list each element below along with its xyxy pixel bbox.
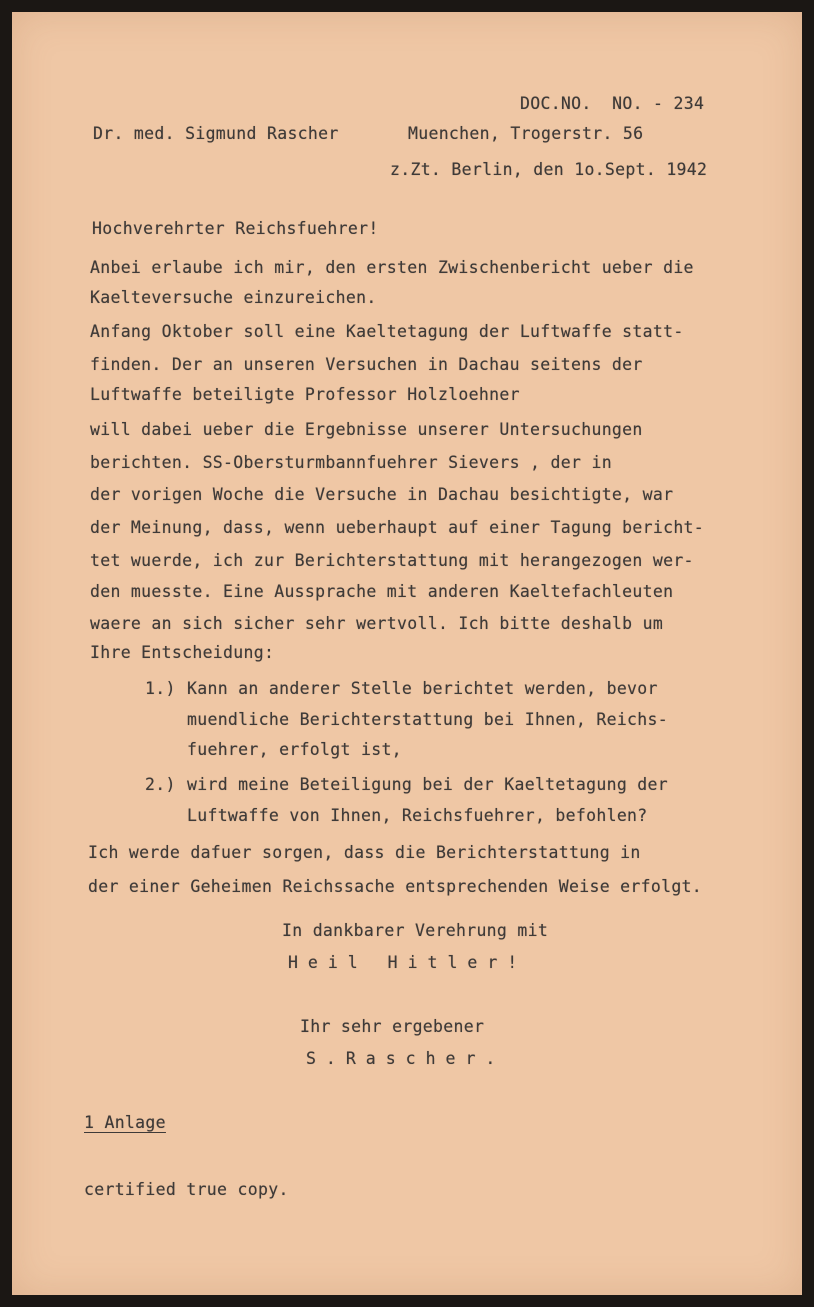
date-line: z.Zt. Berlin, den 1o.Sept. 1942 — [390, 160, 708, 179]
doc-number: DOC.NO. NO. - 234 — [520, 94, 705, 113]
question-number: 1.) — [145, 679, 176, 698]
body-line: Luftwaffe beteiligte Professor Holzloehner — [90, 385, 520, 404]
question-line: fuehrer, erfolgt ist, — [187, 740, 402, 759]
closing-line: der einer Geheimen Reichssache entsprechenden Weise erfolgt. — [88, 877, 703, 896]
sender-name: Dr. med. Sigmund Rascher — [93, 124, 339, 143]
body-line: waere an sich sicher sehr wertvoll. Ich bitte deshalb um — [90, 614, 664, 633]
salutation: Hochverehrter Reichsfuehrer! — [92, 219, 379, 238]
question-number: 2.) — [145, 775, 176, 794]
heil-line: Heil Hitler! — [288, 953, 528, 972]
body-line: Anbei erlaube ich mir, den ersten Zwischenbericht ueber die — [90, 258, 694, 277]
enclosure-note: 1 Anlage — [84, 1113, 166, 1132]
body-line: Anfang Oktober soll eine Kaeltetagung der Luftwaffe statt- — [90, 322, 684, 341]
body-line: der vorigen Woche die Versuche in Dachau besichtigte, war — [90, 485, 674, 504]
question-line: Kann an anderer Stelle berichtet werden, bevor — [187, 679, 658, 698]
question-line: Luftwaffe von Ihnen, Reichsfuehrer, befohlen? — [187, 806, 648, 825]
body-line: finden. Der an unseren Versuchen in Dachau seitens der — [90, 355, 643, 374]
body-line: den muesste. Eine Aussprache mit anderen Kaeltefachleuten — [90, 582, 674, 601]
body-line: tet wuerde, ich zur Berichterstattung mit herangezogen wer- — [90, 551, 694, 570]
valediction-line: In dankbarer Verehrung mit — [282, 921, 549, 940]
valediction-line: Ihr sehr ergebener — [300, 1017, 485, 1036]
question-line: wird meine Beteiligung bei der Kaeltetagung der — [187, 775, 668, 794]
body-line: Ihre Entscheidung: — [90, 643, 275, 662]
signature: S.Rascher. — [306, 1049, 506, 1068]
closing-line: Ich werde dafuer sorgen, dass die Berichterstattung in — [88, 843, 641, 862]
body-line: Kaelteversuche einzureichen. — [90, 288, 377, 307]
sender-address: Muenchen, Trogerstr. 56 — [408, 124, 644, 143]
question-line: muendliche Berichterstattung bei Ihnen, Reichs- — [187, 710, 668, 729]
body-line: der Meinung, dass, wenn ueberhaupt auf einer Tagung bericht- — [90, 518, 705, 537]
body-line: will dabei ueber die Ergebnisse unserer Untersuchungen — [90, 420, 643, 439]
body-line: berichten. SS-Obersturmbannfuehrer Sievers , der in — [90, 453, 612, 472]
certification-note: certified true copy. — [84, 1180, 289, 1199]
